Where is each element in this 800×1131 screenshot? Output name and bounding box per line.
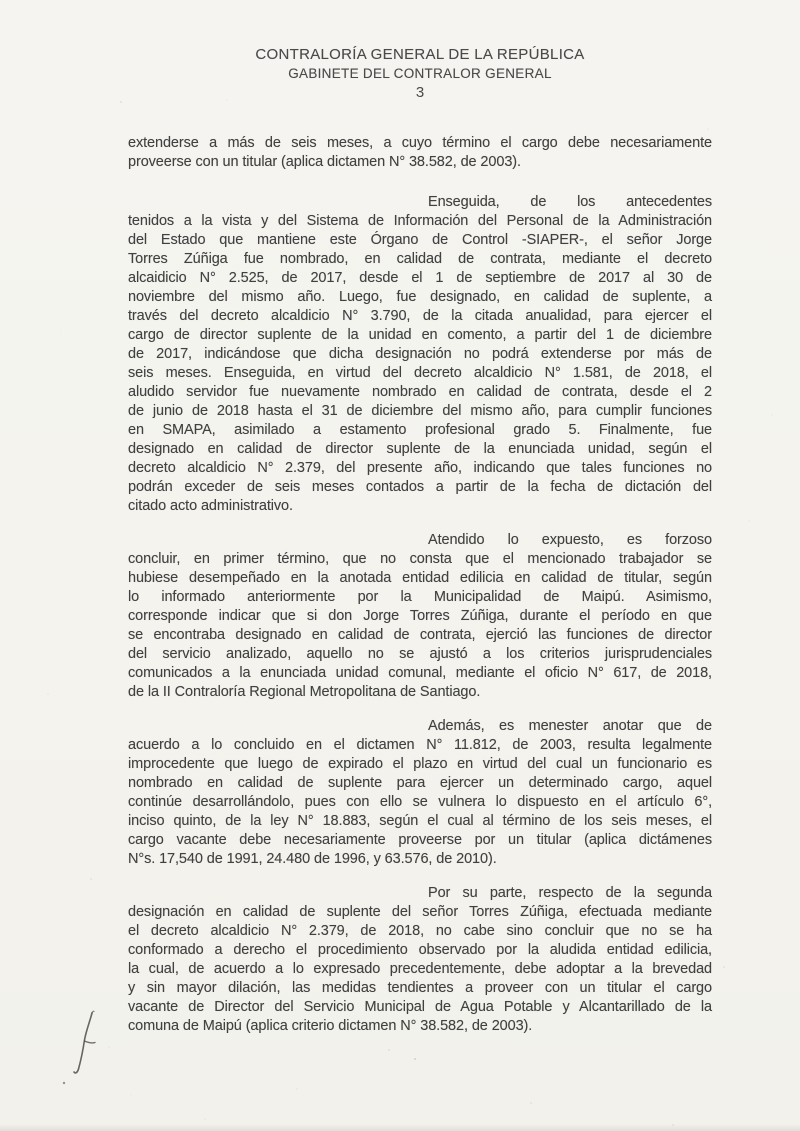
- page-content: [128, 46, 712, 1036]
- paragraph: [128, 884, 712, 1036]
- text-line: Además, es menester anotar que de: [428, 718, 712, 734]
- text-line: decreto alcaldicio N° 2.379, del presente año, indicando que tales funciones no: [128, 460, 712, 476]
- text-line: conformado a derecho el procedimiento observado por la aludida entidad edilicia,: [128, 942, 712, 958]
- text-line: Torres Zúñiga fue nombrado, en calidad de contrata, mediante el decreto: [128, 251, 712, 267]
- text-line: del servicio analizado, aquello no se ajustó a los criterios jurisprudenciales: [128, 646, 712, 662]
- document-body: [128, 134, 712, 1036]
- text-line: el decreto alcaldicio N° 2.379, de 2018, no cabe sino concluir que no se ha: [128, 923, 712, 939]
- text-line: continúe desarrollándolo, pues con ello se vulnera lo dispuesto en el artículo 6°,: [128, 794, 712, 810]
- text-line: cargo de director suplente de la unidad en comento, a partir del 1 de diciembre: [128, 327, 712, 343]
- text-line: noviembre del mismo año. Luego, fue designado, en calidad de suplente, a: [128, 289, 712, 305]
- text-line: proveerse con un titular (aplica dictamen N° 38.582, de 2003).: [128, 154, 521, 170]
- text-line: través del decreto alcaldicio N° 3.790, de la citada anualidad, para ejercer el: [128, 308, 712, 324]
- pen-mark-icon: [72, 1010, 102, 1082]
- text-line: aludido servidor fue nuevamente nombrado en calidad de contrata, desde el 2: [128, 384, 712, 400]
- text-line: de la II Contraloría Regional Metropolitana de Santiago.: [128, 684, 481, 700]
- text-line: hubiese desempeñado en la anotada entidad edilicia en calidad de titular, según: [128, 570, 712, 586]
- text-line: cargo vacante debe necesariamente proveerse por un titular (aplica dictámenes: [128, 832, 712, 848]
- institution-title: CONTRALORÍA GENERAL DE LA REPÚBLICA: [255, 46, 585, 63]
- text-line: en SMAPA, asimilado a estamento profesional grado 5. Finalmente, fue: [128, 422, 712, 438]
- text-line: N°s. 17,540 de 1991, 24.480 de 1996, y 63.576, de 2010).: [128, 851, 497, 867]
- text-line: Atendido lo expuesto, es forzoso: [428, 532, 712, 548]
- text-line: designación en calidad de suplente del señor Torres Zúñiga, efectuada mediante: [128, 904, 712, 920]
- text-line: de 2017, indicándose que dicha designación no podrá extenderse por más de: [128, 346, 712, 362]
- text-line: Enseguida, de los antecedentes: [428, 194, 712, 210]
- text-line: designado en calidad de director suplente de la enunciada unidad, según el: [128, 441, 712, 457]
- text-line: y sin mayor dilación, las medidas tendientes a proveer con un titular el cargo: [128, 980, 712, 996]
- paragraph: [128, 193, 712, 516]
- scan-noise: [0, 0, 2, 2]
- text-line: comunicados a la enunciada unidad comunal, mediante el oficio N° 617, de 2018,: [128, 665, 712, 681]
- text-line: corresponde indicar que si don Jorge Torres Zúñiga, durante el período en que: [128, 608, 712, 624]
- text-line: improcedente que luego de expirado el plazo en virtud del cual un funcionario es: [128, 756, 712, 772]
- text-line: lo informado anteriormente por la Municipalidad de Maipú. Asimismo,: [128, 589, 712, 605]
- paragraph: [128, 134, 712, 172]
- department-subtitle: GABINETE DEL CONTRALOR GENERAL: [288, 66, 552, 81]
- text-line: la cual, de acuerdo a lo expresado precedentemente, debe adoptar a la brevedad: [128, 961, 712, 977]
- text-line: nombrado en calidad de suplente para ejercer un determinado cargo, aquel: [128, 775, 712, 791]
- text-line: seis meses. Enseguida, en virtud del decreto alcaldicio N° 1.581, de 2018, el: [128, 365, 712, 381]
- document-header: [128, 46, 712, 101]
- text-line: vacante de Director del Servicio Municipal de Agua Potable y Alcantarillado de la: [128, 999, 712, 1015]
- text-line: tenidos a la vista y del Sistema de Información del Personal de la Administración: [128, 213, 712, 229]
- text-line: Por su parte, respecto de la segunda: [428, 885, 712, 901]
- paragraph: [128, 717, 712, 869]
- text-line: concluir, en primer término, que no consta que el mencionado trabajador se: [128, 551, 712, 567]
- text-line: del Estado que mantiene este Órgano de Control -SIAPER-, el señor Jorge: [128, 232, 712, 248]
- text-line: alcaidicio N° 2.525, de 2017, desde el 1 de septiembre de 2017 al 30 de: [128, 270, 712, 286]
- text-line: inciso quinto, de la ley N° 18.883, según el cual al término de los seis meses, el: [128, 813, 712, 829]
- paragraph: [128, 531, 712, 702]
- text-line: extenderse a más de seis meses, a cuyo término el cargo debe necesariamente: [128, 135, 712, 151]
- text-line: se encontraba designado en calidad de contrata, ejerció las funciones de director: [128, 627, 712, 643]
- text-line: acuerdo a lo concluido en el dictamen N° 11.812, de 2003, resulta legalmente: [128, 737, 712, 753]
- page-number: 3: [415, 84, 425, 101]
- text-line: comuna de Maipú (aplica criterio dictamen N° 38.582, de 2003).: [128, 1018, 533, 1034]
- text-line: podrán exceder de seis meses contados a partir de la fecha de dictación del: [128, 479, 712, 495]
- text-line: de junio de 2018 hasta el 31 de diciembre del mismo año, para cumplir funciones: [128, 403, 712, 419]
- text-line: citado acto administrativo.: [128, 498, 293, 514]
